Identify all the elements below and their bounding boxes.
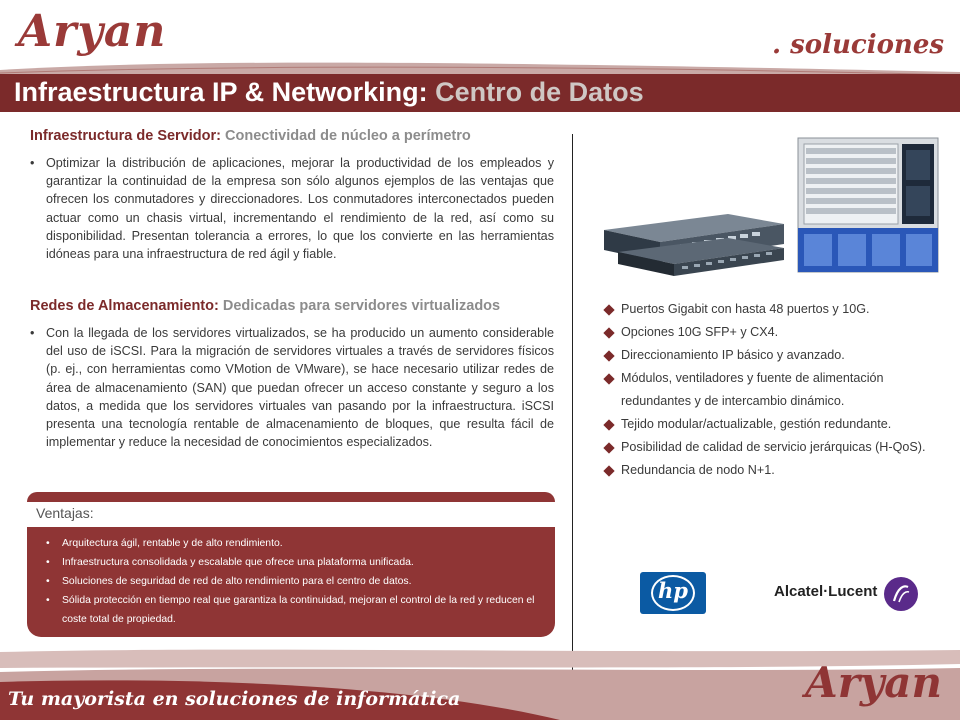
page-title-main: Infraestructura IP & Networking: [14, 77, 428, 107]
ventajas-item: • Soluciones de seguridad de red de alto rendimiento para el centro de datos. [46, 572, 540, 591]
section-title-server-sub: Conectividad de núcleo a perímetro [225, 128, 471, 144]
feature-item: Tejido modular/actualizable, gestión redundante. [604, 413, 944, 436]
brand-logo-top: Aryan [18, 6, 167, 57]
diamond-bullet-icon [603, 304, 614, 315]
diamond-bullet-icon [603, 350, 614, 361]
alcatel-lucent-swirl-icon [890, 583, 912, 605]
diamond-bullet-icon [603, 419, 614, 430]
feature-item: Puertos Gigabit con hasta 48 puertos y 10G. [604, 298, 944, 321]
title-bar [0, 74, 960, 112]
diamond-bullet-icon [603, 442, 614, 453]
header-swoosh [0, 56, 960, 76]
diamond-bullet-icon [603, 373, 614, 384]
section-title-server [30, 128, 471, 144]
switch-image [598, 210, 788, 276]
ventajas-item: • Infraestructura consolidada y escalable que ofrece una plataforma unificada. [46, 553, 540, 572]
ventajas-item: • Sólida protección en tiempo real que garantiza la continuidad, mejoran el control de la red y reducen el coste total de propiedad. [46, 591, 540, 629]
page-title-accent: Centro de Datos [435, 77, 644, 107]
feature-item: Opciones 10G SFP+ y CX4. [604, 321, 944, 344]
chassis-image [794, 136, 942, 274]
section-text-storage: Con la llegada de los servidores virtualizados, se ha producido un aumento considerable del uso de iSCSI. Para la migración de servidores virtuales a través de servidores físicos (p. ej., con herramientas como VMotion de VMware), se hace necesario utilizar redes de área de almacenamiento (SAN) que puedan ofrecer un acceso constante y seguro a los datos, a medida que los servidores virtuales van pasando por la infraestructura. iSCSI presenta una tecnología rentable de almacenamiento de bloques, que resulta fácil de implementar y reduce la necesidad de conocimientos especializados. [46, 326, 554, 450]
diamond-bullet-icon [603, 465, 614, 476]
feature-item: Módulos, ventiladores y fuente de alimentación redundantes y de intercambio dinámico. [604, 367, 944, 413]
section-body-storage: • Con la llegada de los servidores virtualizados, se ha producido un aumento considerable del uso de iSCSI. Para la migración de servidores virtuales a través de servidores físicos (p. ej., con herramientas como VMotion de VMware), se hace necesario utilizar redes de área de almacenamiento (SAN) que puedan ofrecer un acceso constante y seguro a los datos, a medida que los servidores virtuales van pasando por la infraestructura. iSCSI presenta una tecnología rentable de almacenamiento de bloques, que resulta fácil de implementar y reduce la necesidad de conocimientos especializados. [30, 324, 554, 451]
hp-logo-text: hp [658, 578, 688, 603]
section-text-server: Optimizar la distribución de aplicaciones, mejorar la productividad de los empleados y garantizar la continuidad de la empresa son sólo algunos ejemplos de las ventajas que ofrecen los conmutadores y direccionadores. Los conmutadores interconectados pueden actuar como un chasis virtual, incrementando el rendimiento de la red, así como su disponibilidad. Presentan tolerancia a errores, lo que los convierte en las herramientas idóneas para una infraestructura de red ágil y fiable. [46, 156, 554, 262]
feature-item: Posibilidad de calidad de servicio jerárquicas (H-QoS). [604, 436, 944, 459]
brand-tagline-top: . soluciones [772, 30, 944, 60]
ventajas-list [46, 534, 540, 629]
feature-item: Redundancia de nodo N+1. [604, 459, 944, 482]
section-title-storage-sub: Dedicadas para servidores virtualizados [222, 298, 501, 314]
ventajas-label: Ventajas: [36, 505, 94, 521]
features-list [604, 298, 944, 482]
column-divider [572, 134, 573, 680]
section-title-storage-main: Redes de Almacenamiento: [30, 298, 219, 314]
ventajas-top-bar [27, 492, 555, 502]
footer-tagline: Tu mayorista en soluciones de informática [8, 688, 461, 710]
section-title-storage [30, 298, 500, 314]
diamond-bullet-icon [603, 327, 614, 338]
brand-logo-bottom: Aryan [805, 658, 942, 707]
feature-item: Direccionamiento IP básico y avanzado. [604, 344, 944, 367]
page-title [14, 77, 644, 108]
alcatel-lucent-logo-text: Alcatel·Lucent [774, 583, 878, 600]
ventajas-item: • Arquitectura ágil, rentable y de alto rendimiento. [46, 534, 540, 553]
section-body-server: • Optimizar la distribución de aplicaciones, mejorar la productividad de los empleados y garantizar la continuidad de la empresa son sólo algunos ejemplos de las ventajas que ofrecen los conmutadores y direccionadores. Los conmutadores interconectados pueden actuar como un chasis virtual, incrementando el rendimiento de la red, así como su disponibilidad. Presentan tolerancia a errores, lo que los convierte en las herramientas idóneas para una infraestructura de red ágil y fiable. [30, 154, 554, 263]
section-title-server-main: Infraestructura de Servidor: [30, 128, 221, 144]
